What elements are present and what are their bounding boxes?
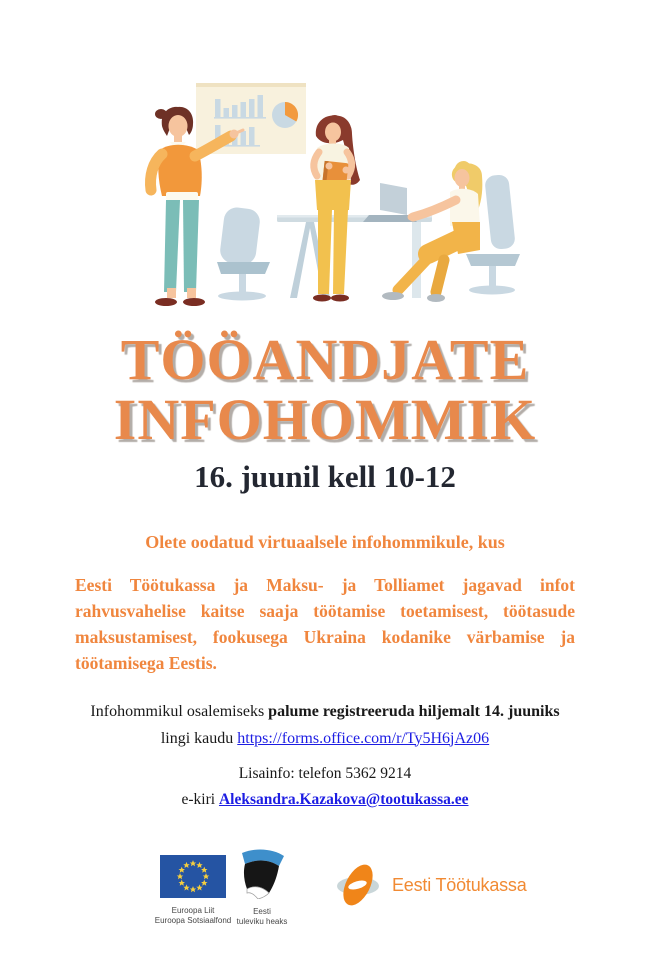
body-line: maksustamisest, fookusega Ukraina kodanike värbamise ja	[75, 627, 575, 647]
estonia-flag-logo	[227, 849, 297, 926]
estonia-logo-caption: Eesti tuleviku heaks	[236, 907, 288, 926]
page-title	[0, 327, 650, 452]
registration-deadline: palume registreeruda hiljemalt 14. juuniks	[268, 703, 560, 720]
registration-link-prefix: lingi kaudu	[160, 729, 238, 747]
body-paragraph	[75, 572, 575, 676]
people-meeting-illustration	[110, 76, 540, 308]
body-line: rahvusvahelise kaitse saaja töötamise toetamisest, töötasude	[75, 601, 575, 621]
contact-info-line: Lisainfo: telefon 5362 9214	[238, 765, 412, 782]
contact-email-link[interactable]: Aleksandra.Kazakova@tootukassa.ee	[218, 790, 469, 808]
contact-block	[0, 761, 650, 812]
footer-logos	[0, 848, 650, 943]
registration-prefix: Infohommikul osalemiseks	[90, 703, 269, 720]
sitting-woman-graphic	[382, 161, 482, 302]
registration-form-link[interactable]: https://forms.office.com/r/Ty5H6jAz06	[237, 729, 490, 747]
title-line-2: INFOHOMMIK	[113, 387, 537, 452]
registration-block	[0, 699, 650, 752]
tootukassa-logo	[336, 856, 527, 914]
body-line: töötamisega Eestis.	[75, 653, 217, 673]
tootukassa-logo-label: Eesti Töötukassa	[392, 874, 527, 895]
email-prefix: e-kiri	[181, 790, 219, 808]
contact-email-line	[0, 787, 650, 813]
eu-logo-caption: Euroopa Liit Euroopa Sotsiaalfond	[154, 906, 232, 925]
eu-flag-icon	[160, 855, 226, 898]
eu-social-fund-logo	[152, 855, 234, 925]
standing-woman-graphic	[313, 115, 360, 302]
registration-line-2	[0, 726, 650, 753]
tootukassa-logo-icon	[336, 856, 380, 914]
registration-line-1	[0, 699, 650, 726]
empty-chair-graphic	[217, 206, 270, 300]
estonia-flag-icon	[234, 849, 290, 899]
body-line: Eesti Töötukassa ja Maksu- ja Tolliamet jagavad infot	[75, 575, 575, 595]
intro-line: Olete oodatud virtuaalsele infohommikule, kus	[145, 532, 505, 552]
event-datetime: 16. juunil kell 10-12	[194, 459, 456, 494]
title-line-1: TÖÖANDJATE	[120, 327, 530, 392]
